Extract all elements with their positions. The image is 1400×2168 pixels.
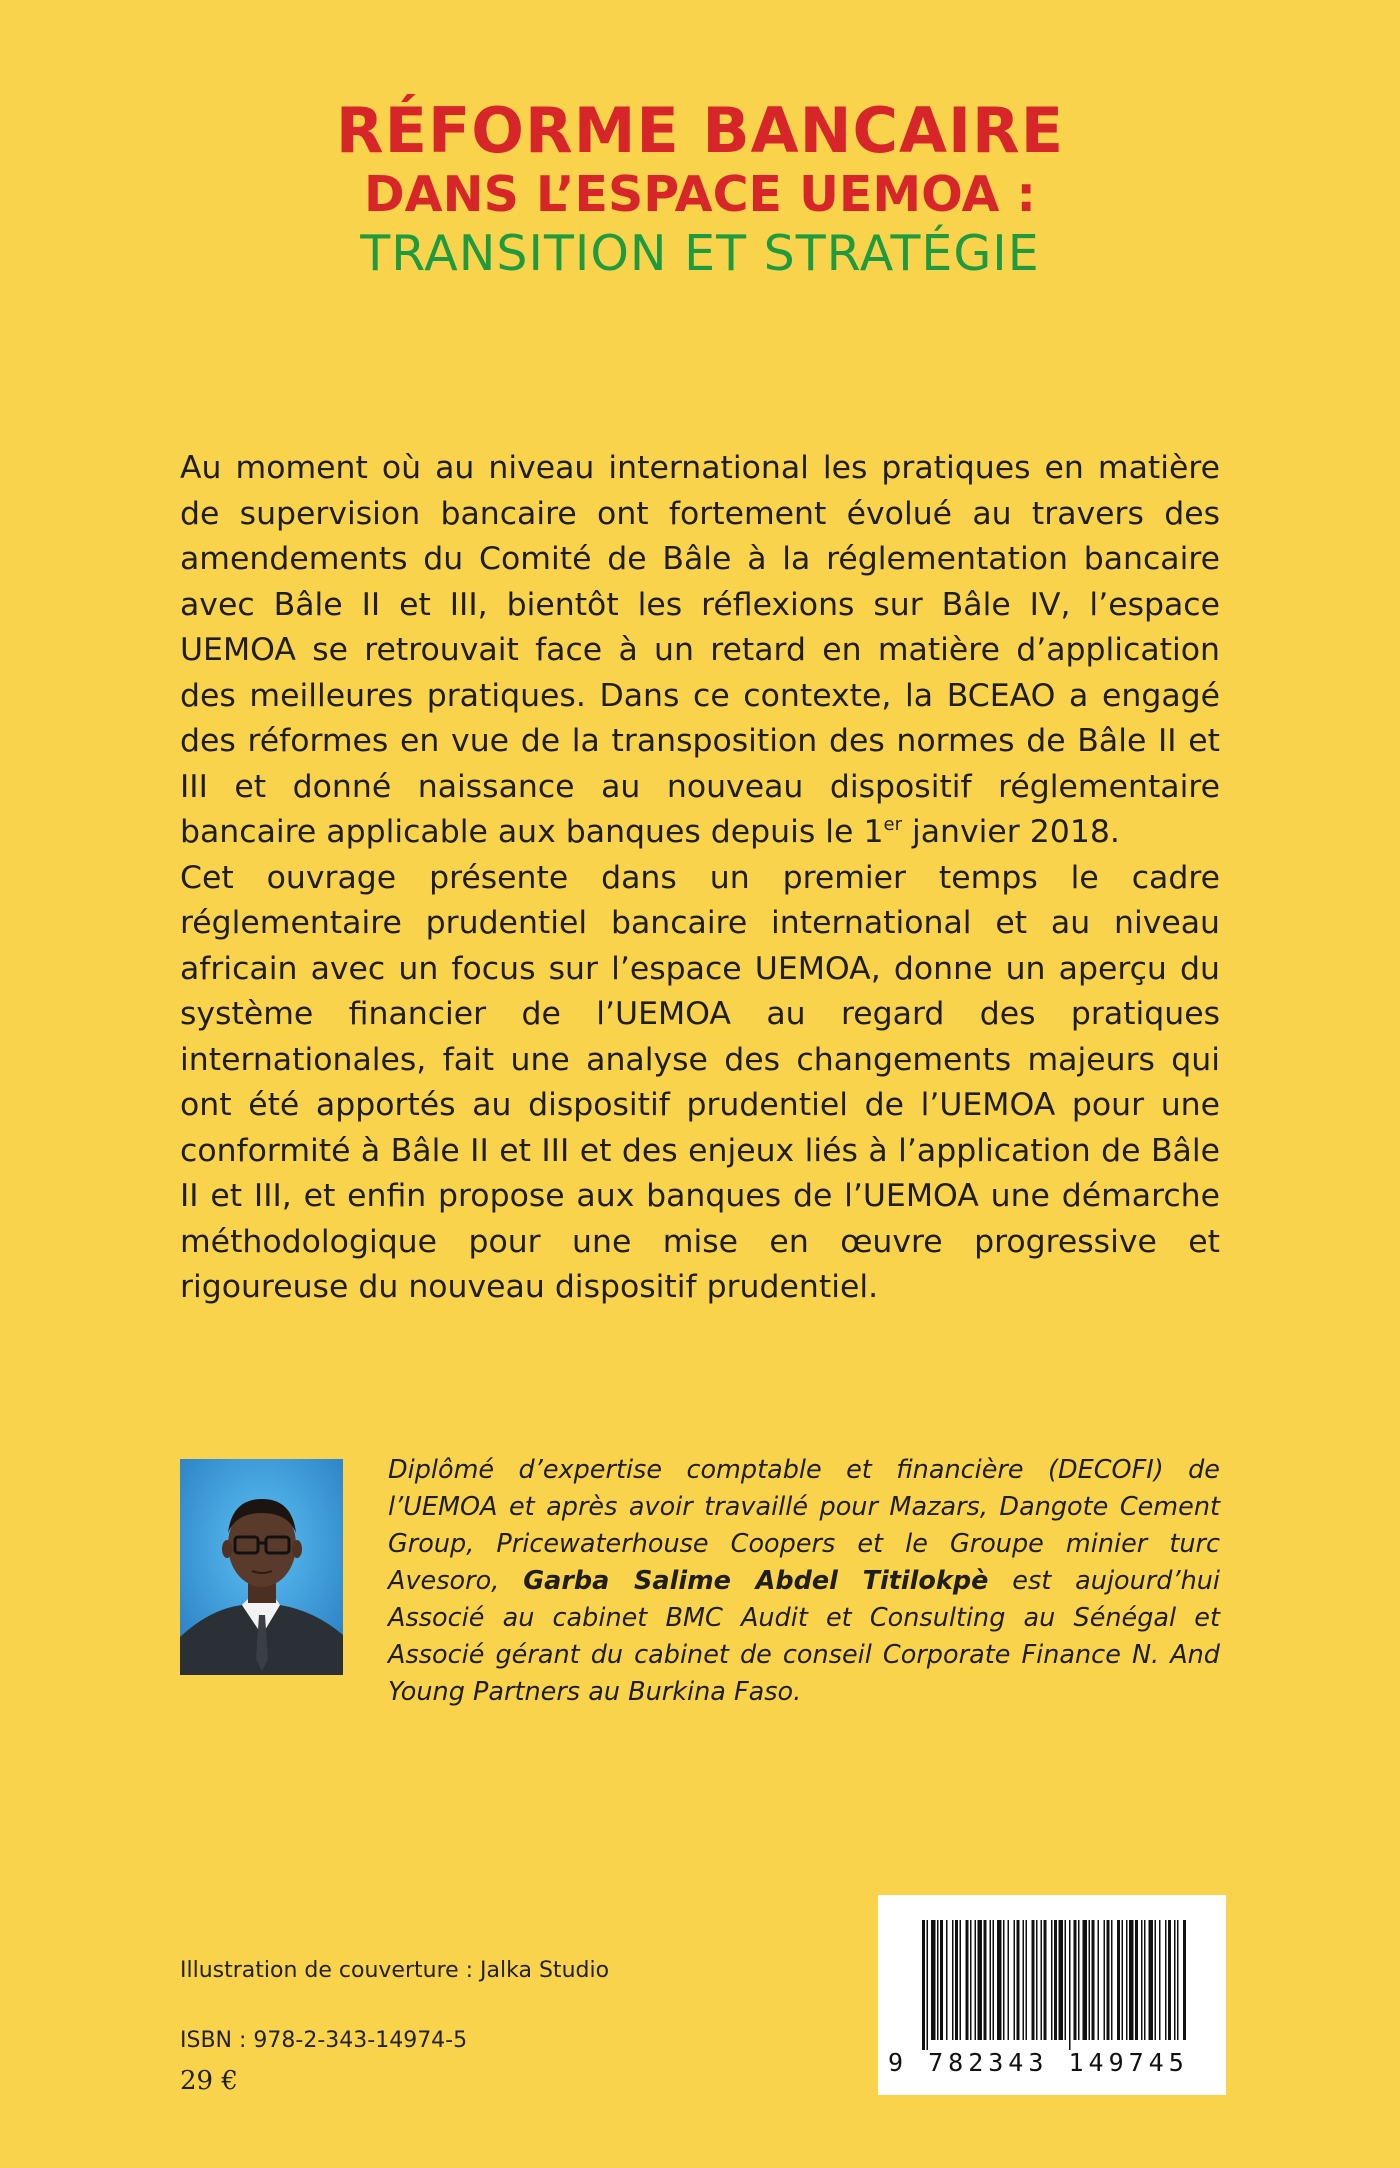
blurb-paragraph-2: Cet ouvrage présente dans un premier temps le cadre réglementaire prudentiel bancaire international et au niveau africain avec un focus sur l’espace UEMOA, donne un aperçu du système financier de l’UEMOA au regard des pratiques internationales, fait une analyse des changements majeurs qui ont été apportés au dispositif prudentiel de l’UEMOA pour une conformité à Bâle II et III et des enjeux liés à l’application de Bâle II et III, et enfin propose aux banques de l’UEMOA une démarche méthodologique pour une mise en œuvre progressive et rigoureuse du nouveau dispositif prudentiel. xyxy=(180,859,1220,1305)
book-title xyxy=(0,94,1400,282)
blurb-paragraph-1 xyxy=(180,446,1220,856)
blurb-p1-superscript: er xyxy=(883,814,902,835)
blurb-p1-end: janvier 2018. xyxy=(901,814,1120,850)
blurb-p1-text: Au moment où au niveau international les pratiques en matière de supervision bancaire ont fortement évolué au travers des amendements du Comité de Bâle à la réglementation bancaire avec Bâle II et III, bientôt les réflexions sur Bâle IV, l’espace UEMOA se retrouvait face à un retard en matière d’application des meilleures pratiques. Dans ce contexte, la BCEAO a engagé des réformes en vue de la transposition des normes de Bâle II et III et donné naissance au nouveau dispositif réglementaire bancaire applicable aux banques depuis le 1 xyxy=(180,450,1220,850)
cover-illustration-credit: Illustration de couverture : Jalka Studio xyxy=(180,1958,610,1983)
title-line-1: RÉFORME BANCAIRE xyxy=(335,94,1065,167)
title-line-2: DANS L’ESPACE UEMOA : xyxy=(363,166,1037,223)
barcode-bars xyxy=(922,1920,1186,2050)
author-bio-intro: Diplômé d’expertise comptable et financière (DECOFI) de l’UEMOA et après avoir travaillé pour Mazars, Dangote Cement Group, Pricewaterhouse Coopers et le Groupe minier turc Avesoro, xyxy=(388,1455,1220,1596)
back-cover-blurb xyxy=(180,446,1220,1311)
price-label: 29 € xyxy=(180,2066,238,2096)
author-bio-current: est aujourd’hui Associé au cabinet BMC Audit et Consulting au Sénégal et Associé gérant du cabinet de conseil Corporate Finance N. And Young Partners au Burkina Faso. xyxy=(388,1566,1220,1707)
author-photo xyxy=(180,1459,343,1675)
author-name: Garba Salime Abdel Titilokpè xyxy=(523,1566,989,1596)
title-subtitle: TRANSITION ET STRATÉGIE xyxy=(360,225,1040,282)
barcode xyxy=(878,1895,1226,2095)
barcode-digits: 9 782343 149745 xyxy=(888,2048,1189,2077)
author-portrait-illustration xyxy=(180,1459,343,1675)
isbn-number: ISBN : 978-2-343-14974-5 xyxy=(180,2028,468,2053)
author-bio xyxy=(388,1452,1220,1711)
